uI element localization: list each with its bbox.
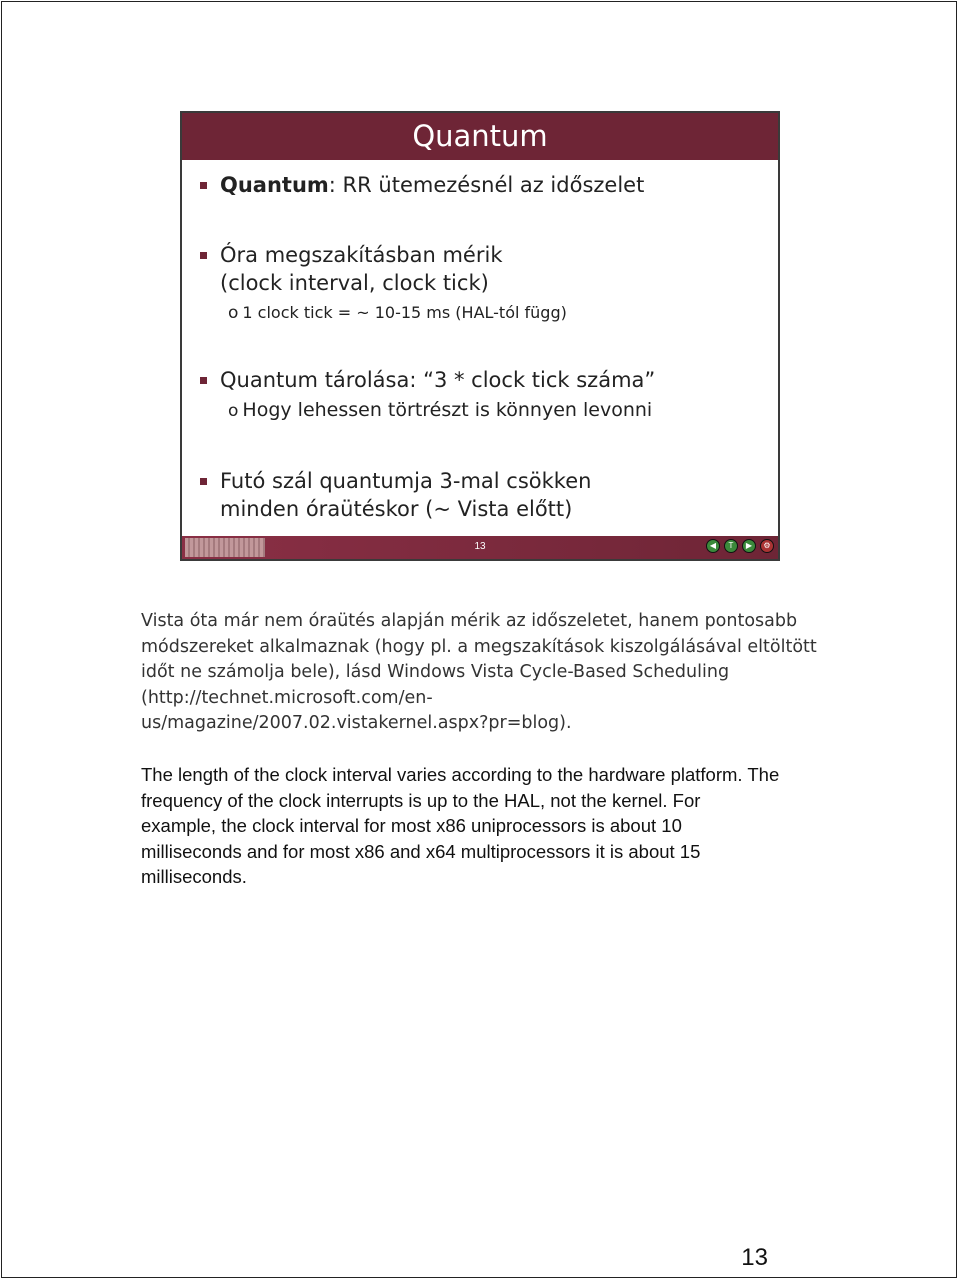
note-line: frequency of the clock interrupts is up to the HAL, not the kernel. For — [141, 789, 701, 811]
bullet-quantum-storage — [200, 366, 655, 394]
slide — [180, 111, 780, 561]
bullet-marker — [200, 478, 207, 485]
note-line: módszereket alkalmaznak (hogy pl. a megszakítások kiszolgálásával eltöltött — [141, 636, 817, 657]
toc-icon[interactable]: T — [724, 539, 738, 553]
prev-slide-icon[interactable]: ◀ — [706, 539, 720, 553]
slide-nav — [706, 539, 774, 553]
bullet-marker — [200, 182, 207, 189]
notes-english — [141, 762, 841, 890]
subbullet-text: 1 clock tick = ~ 10-15 ms (HAL-tól függ) — [242, 303, 567, 322]
bullet-clock — [200, 241, 502, 297]
slide-title-bar — [182, 113, 778, 160]
note-line: The length of the clock interval varies according to the hardware platform. The — [141, 764, 780, 785]
note-line: milliseconds and for most x86 and x64 multiprocessors it is about 15 — [141, 840, 701, 862]
bullet-text: : RR ütemezésnél az időszelet — [328, 173, 645, 197]
note-line: Vista óta már nem óraütés alapján mérik az időszeletet, hanem pontosabb — [141, 611, 798, 631]
slide-number: 13 — [474, 541, 486, 552]
note-line: example, the clock interval for most x86 uniprocessors is about 10 — [141, 815, 682, 836]
bullet-bold-term: Quantum — [220, 173, 329, 197]
slide-footer — [182, 536, 778, 559]
note-line: (http://technet.microsoft.com/en- — [141, 687, 433, 708]
sub-marker: o — [228, 303, 239, 323]
subbullet-text: Hogy lehessen törtrészt is könnyen levonni — [242, 399, 653, 421]
note-line: milliseconds. — [141, 866, 247, 887]
note-line: us/magazine/2007.02.vistakernel.aspx?pr=blog). — [141, 713, 572, 733]
bullet-text-line2: minden óraütéskor (~ Vista előtt) — [220, 497, 573, 521]
bullet-decrement — [200, 467, 591, 523]
next-slide-icon[interactable]: ▶ — [742, 539, 756, 553]
settings-icon[interactable]: ⚙ — [760, 539, 774, 553]
bullet-marker — [200, 377, 207, 384]
slide-title: Quantum — [412, 119, 548, 153]
subbullet-fraction — [228, 399, 652, 421]
bullet-text: Futó szál quantumja 3-mal csökken — [220, 469, 592, 493]
bullet-marker — [200, 252, 207, 259]
sub-marker: o — [228, 401, 239, 421]
notes-hungarian — [141, 609, 841, 737]
bullet-text: Quantum tárolása: “3 * clock tick száma” — [220, 368, 656, 392]
bullet-quantum — [200, 171, 644, 199]
bullet-text-line2: (clock interval, clock tick) — [220, 271, 489, 295]
note-line: időt ne számolja bele), lásd Windows Vista Cycle-Based Scheduling — [141, 662, 730, 682]
page-number: 13 — [741, 1244, 768, 1271]
bullet-text: Óra megszakításban mérik — [220, 243, 503, 267]
subbullet-clock-tick — [228, 303, 567, 323]
